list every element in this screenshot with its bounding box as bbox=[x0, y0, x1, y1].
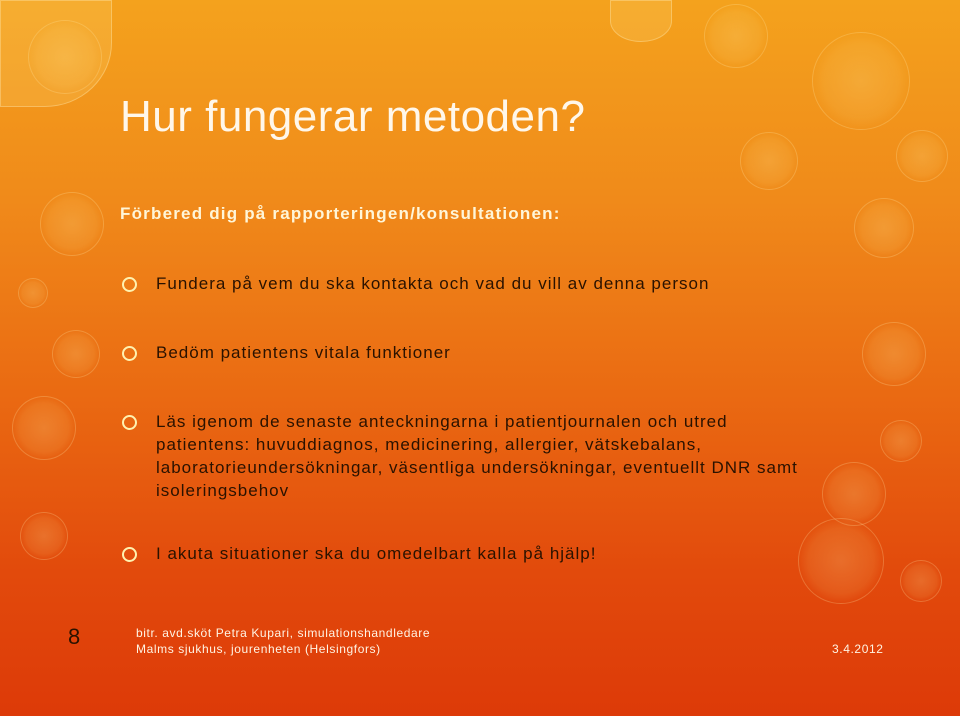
bullet-item bbox=[122, 341, 842, 364]
decorative-circle bbox=[822, 462, 886, 526]
bullet-circle-icon bbox=[122, 547, 137, 562]
footer-location: Malms sjukhus, jourenheten (Helsingfors) bbox=[136, 642, 381, 656]
decorative-circle bbox=[20, 512, 68, 560]
footer-author: bitr. avd.sköt Petra Kupari, simulationshandledare bbox=[136, 626, 431, 640]
bullet-circle-icon bbox=[122, 346, 137, 361]
decorative-circle bbox=[28, 20, 102, 94]
decorative-circle bbox=[896, 130, 948, 182]
decorative-circle bbox=[862, 322, 926, 386]
decorative-circle bbox=[12, 396, 76, 460]
decorative-circle bbox=[880, 420, 922, 462]
decorative-circle bbox=[610, 0, 672, 42]
slide-subtitle: Förbered dig på rapporteringen/konsultationen: bbox=[120, 204, 561, 223]
bullet-item bbox=[122, 272, 842, 295]
decorative-circle bbox=[18, 278, 48, 308]
decorative-circle bbox=[812, 32, 910, 130]
bullet-text: Fundera på vem du ska kontakta och vad du vill av denna person bbox=[156, 274, 710, 293]
decorative-circle bbox=[740, 132, 798, 190]
bullet-circle-icon bbox=[122, 415, 137, 430]
bullet-item bbox=[122, 542, 842, 565]
bullet-text: I akuta situationer ska du omedelbart kalla på hjälp! bbox=[156, 544, 597, 563]
bullet-text: Läs igenom de senaste anteckningarna i patientjournalen och utred patientens: huvuddiagnos, medicinering, allergier, vätskebalans, laboratorieundersökningar, väsentliga undersökningar, eventuellt DNR samt isoleringsbehov bbox=[156, 412, 798, 500]
decorative-circle bbox=[900, 560, 942, 602]
slide-title: Hur fungerar metoden? bbox=[120, 92, 586, 141]
footer-date: 3.4.2012 bbox=[832, 642, 884, 656]
decorative-circle bbox=[854, 198, 914, 258]
bullet-circle-icon bbox=[122, 277, 137, 292]
decorative-circle bbox=[704, 4, 768, 68]
decorative-circle bbox=[52, 330, 100, 378]
bullet-item bbox=[122, 410, 812, 502]
page-number: 8 bbox=[68, 624, 81, 649]
decorative-circle bbox=[40, 192, 104, 256]
bullet-text: Bedöm patientens vitala funktioner bbox=[156, 343, 451, 362]
